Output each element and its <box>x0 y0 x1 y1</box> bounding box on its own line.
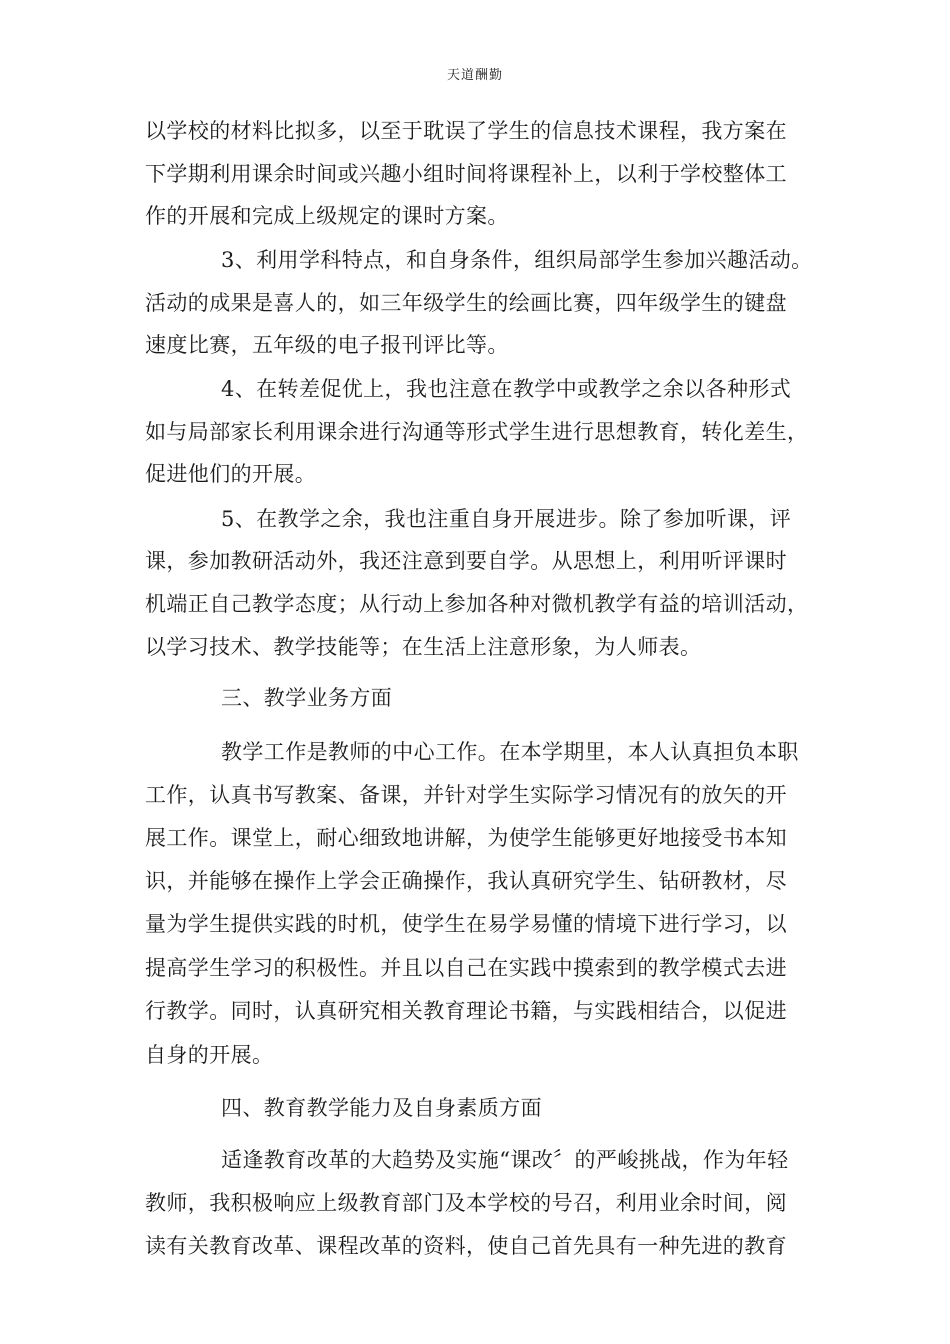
text-line: 行教学。同时，认真研究相关教育理论书籍，与实践相结合，以促进 <box>145 999 787 1023</box>
text-line: 活动的成果是喜人的，如三年级学生的绘画比赛，四年级学生的键盘 <box>145 291 787 315</box>
text-line: 识，并能够在操作上学会正确操作，我认真研究学生、钻研教材，尽 <box>145 869 787 893</box>
text-line: 教师，我积极响应上级教育部门及本学校的号召，利用业余时间，阅 <box>145 1191 787 1215</box>
text-line: 机端正自己教学态度；从行动上参加各种对微机教学有益的培训活动， <box>145 592 809 616</box>
section-heading: 四、教育教学能力及自身素质方面 <box>221 1096 542 1120</box>
text-line: 读有关教育改革、课程改革的资料，使自己首先具有一种先进的教育 <box>145 1234 787 1258</box>
text-line: 促进他们的开展。 <box>145 462 317 486</box>
text-line: 以学校的材料比拟多，以至于耽误了学生的信息技术课程，我方案在 <box>145 119 787 143</box>
text-line: 自身的开展。 <box>145 1043 274 1067</box>
text-line: 适逢教育改革的大趋势及实施“课改〞的严峻挑战，作为年轻 <box>221 1148 789 1172</box>
text-line: 5、在教学之余，我也注重自身开展进步。除了参加听课，评 <box>221 507 792 531</box>
text-line: 下学期利用课余时间或兴趣小组时间将课程补上，以利于学校整体工 <box>145 162 787 186</box>
text-line: 工作，认真书写教案、备课，并针对学生实际学习情况有的放矢的开 <box>145 783 787 807</box>
section-heading: 三、教学业务方面 <box>221 686 393 710</box>
text-line: 速度比赛，五年级的电子报刊评比等。 <box>145 333 509 357</box>
text-line: 3、利用学科特点，和自身条件，组织局部学生参加兴趣活动。 <box>221 248 813 272</box>
text-line: 以学习技术、教学技能等；在生活上注意形象，为人师表。 <box>145 635 702 659</box>
text-line: 量为学生提供实践的时机，使学生在易学易懂的情境下进行学习，以 <box>145 912 787 936</box>
page-header: 天道酬勤 <box>446 68 503 83</box>
text-line: 作的开展和完成上级规定的课时方案。 <box>145 204 509 228</box>
text-line: 教学工作是教师的中心工作。在本学期里，本人认真担负本职 <box>221 740 799 764</box>
text-line: 4、在转差促优上，我也注意在教学中或教学之余以各种形式 <box>221 377 792 401</box>
text-line: 展工作。课堂上，耐心细致地讲解，为使学生能够更好地接受书本知 <box>145 826 787 850</box>
text-line: 提高学生学习的积极性。并且以自己在实践中摸索到的教学模式去进 <box>145 956 787 980</box>
text-line: 如与局部家长利用课余进行沟通等形式学生进行思想教育，转化差生， <box>145 420 809 444</box>
text-line: 课，参加教研活动外，我还注意到要自学。从思想上，利用听评课时 <box>145 549 787 573</box>
